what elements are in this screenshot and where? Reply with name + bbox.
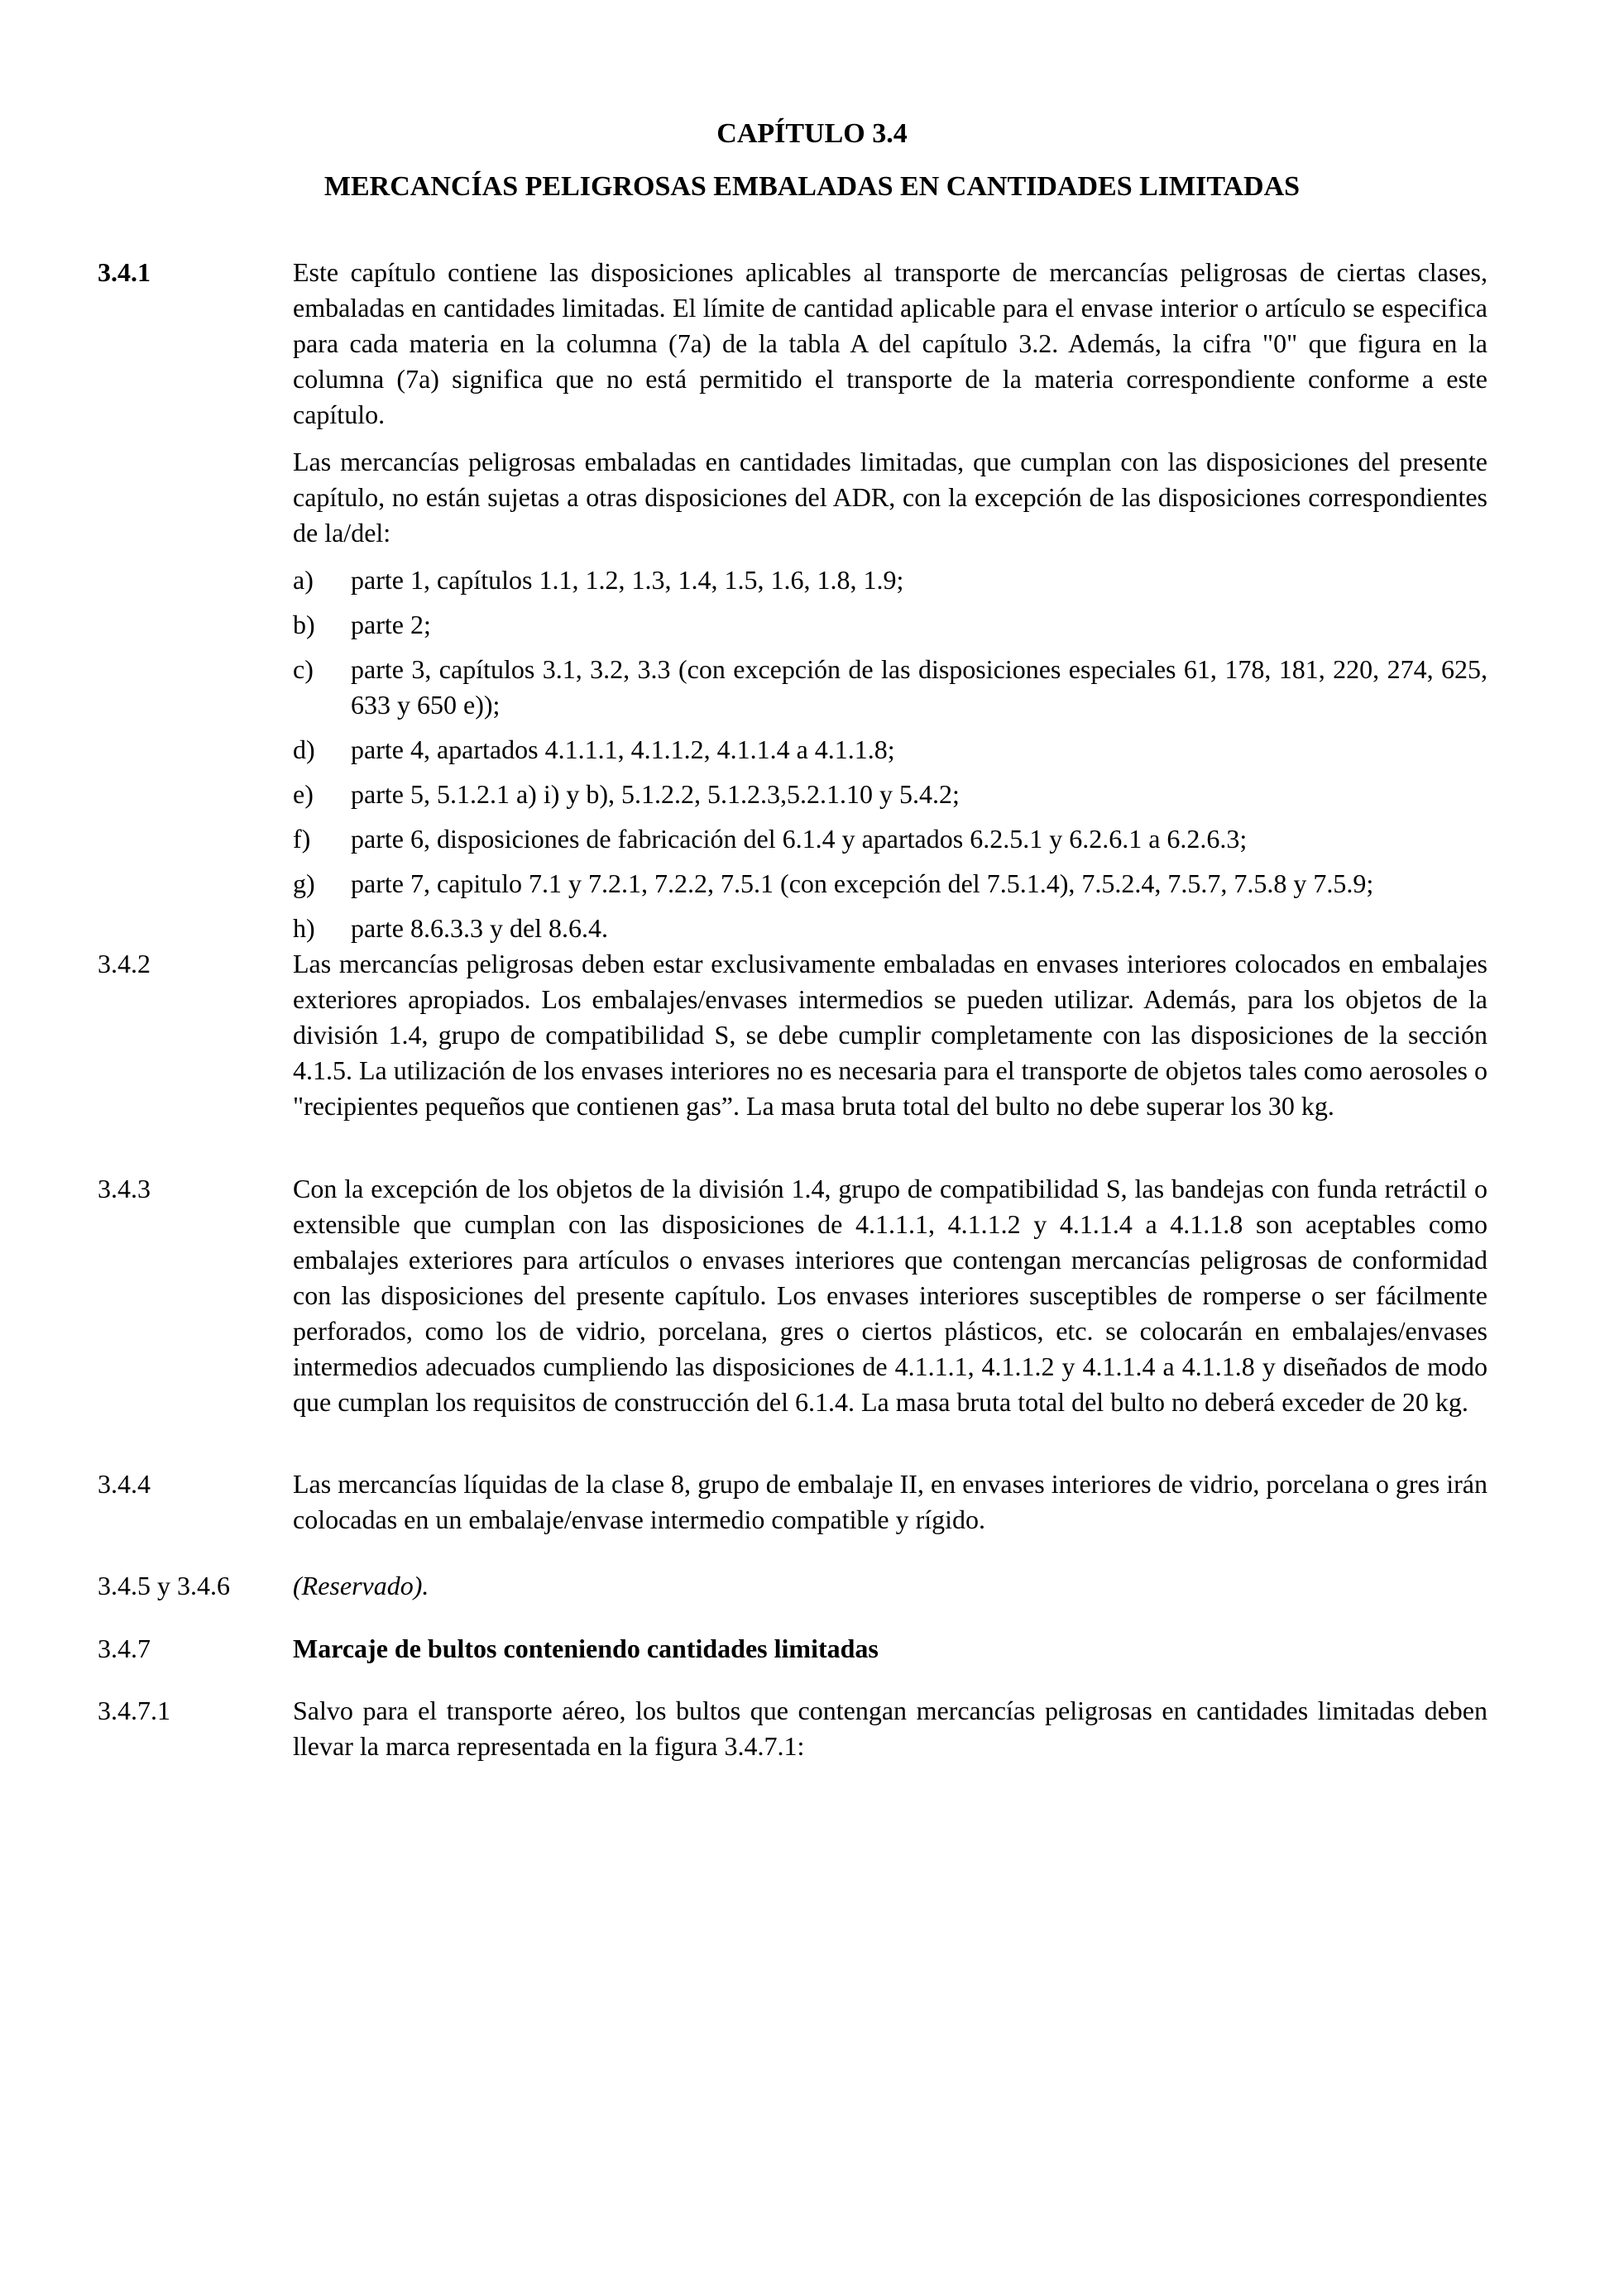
section-number: 3.4.7.1	[98, 1696, 170, 1725]
chapter-title: CAPÍTULO 3.4	[716, 118, 908, 149]
section-body	[293, 1568, 1487, 1604]
list-item	[293, 777, 1487, 812]
list-item	[293, 821, 1487, 857]
paragraph: Las mercancías peligrosas deben estar exclusivamente embaladas en envases interiores colocados en embalajes exteriores apropiados. Los embalajes/envases intermedios se pueden utilizar. Además, para los objetos de la división 1.4, grupo de compatibilidad S, se debe cumplir completamente con las disposiciones de la sección 4.1.5. La utilización de los envases interiores no es necesaria para el transporte de objetos tales como aerosoles o "recipientes pequeños que contienen gas”. La masa bruta total del bulto no debe superar los 30 kg.	[293, 949, 1487, 1121]
paragraph: Con la excepción de los objetos de la división 1.4, grupo de compatibilidad S, las bandejas con funda retráctil o extensible que cumplan con las disposiciones de 4.1.1.1, 4.1.1.2 y 4.1.1.4 a 4.1.1.8 son aceptables como embalajes exteriores para artículos o envases interiores que contengan mercancías peligrosas de conformidad con las disposiciones del presente capítulo. Los envases interiores susceptibles de romperse o ser fácilmente perforados, como los de vidrio, porcelana, gres o ciertos plásticos, etc. se colocarán en embalajes/envases intermedios adecuados cumpliendo las disposiciones de 4.1.1.1, 4.1.1.2 y 4.1.1.4 a 4.1.1.8 y diseñados de modo que cumplan los requisitos de construcción del 6.1.4. La masa bruta total del bulto no deberá exceder de 20 kg.	[293, 1174, 1487, 1417]
list-item-letter: d)	[293, 734, 315, 764]
exception-list	[293, 562, 1487, 946]
list-item	[293, 652, 1487, 723]
section-body	[293, 946, 1487, 1124]
paragraph: Salvo para el transporte aéreo, los bultos que contengan mercancías peligrosas en cantidades limitadas deben llevar la marca representada en la figura 3.4.7.1:	[293, 1696, 1487, 1761]
chapter-subtitle: MERCANCÍAS PELIGROSAS EMBALADAS EN CANTIDADES LIMITADAS	[323, 171, 1301, 202]
list-item-letter: c)	[293, 654, 314, 684]
list-item-letter: h)	[293, 913, 315, 943]
list-item-letter: f)	[293, 824, 311, 854]
reserved-note: (Reservado).	[293, 1571, 429, 1600]
list-item-text: parte 4, apartados 4.1.1.1, 4.1.1.2, 4.1.1.4 a 4.1.1.8;	[351, 734, 895, 764]
list-item	[293, 607, 1487, 643]
list-item-text: parte 7, capitulo 7.1 y 7.2.1, 7.2.2, 7.5.1 (con excepción del 7.5.1.4), 7.5.2.4, 7.5.7, 7.5.8 y 7.5.9;	[351, 868, 1374, 898]
list-item-letter: b)	[293, 610, 315, 639]
list-item	[293, 911, 1487, 946]
section-body	[293, 1693, 1487, 1764]
list-item-text: parte 1, capítulos 1.1, 1.2, 1.3, 1.4, 1.5, 1.6, 1.8, 1.9;	[351, 565, 904, 595]
section-number: 3.4.3	[98, 1174, 151, 1203]
list-item-text: parte 6, disposiciones de fabricación del 6.1.4 y apartados 6.2.5.1 y 6.2.6.1 a 6.2.6.3;	[351, 824, 1248, 854]
list-item-letter: g)	[293, 868, 315, 898]
section-number: 3.4.5 y 3.4.6	[98, 1571, 230, 1600]
list-item-text: parte 2;	[351, 610, 431, 639]
section-body	[293, 1631, 1487, 1667]
list-item	[293, 562, 1487, 598]
list-item	[293, 732, 1487, 768]
section-body	[293, 1171, 1487, 1420]
paragraph: Las mercancías peligrosas embaladas en cantidades limitadas, que cumplan con las disposiciones del presente capítulo, no están sujetas a otras disposiciones del ADR, con la excepción de las disposiciones correspondientes de la/del:	[293, 447, 1487, 548]
list-item-letter: e)	[293, 779, 314, 809]
section-number: 3.4.4	[98, 1469, 151, 1499]
section-number: 3.4.7	[98, 1634, 151, 1663]
list-item-text: parte 3, capítulos 3.1, 3.2, 3.3 (con excepción de las disposiciones especiales 61, 178, 181, 220, 274, 625, 633 y 650 e));	[351, 654, 1487, 720]
paragraph: Las mercancías líquidas de la clase 8, grupo de embalaje II, en envases interiores de vidrio, porcelana o gres irán colocadas en un embalaje/envase intermedio compatible y rígido.	[293, 1469, 1487, 1534]
section-number: 3.4.1	[98, 257, 151, 287]
paragraph: Este capítulo contiene las disposiciones aplicables al transporte de mercancías peligrosas de ciertas clases, embaladas en cantidades limitadas. El límite de cantidad aplicable para el envase interior o artículo se especifica para cada materia en la columna (7a) de la tabla A del capítulo 3.2. Además, la cifra "0" que figura en la columna (7a) significa que no está permitido el transporte de la materia correspondiente conforme a este capítulo.	[293, 257, 1487, 429]
section-body	[293, 255, 1487, 955]
section-heading: Marcaje de bultos conteniendo cantidades limitadas	[293, 1634, 879, 1663]
section-body	[293, 1466, 1487, 1538]
list-item-text: parte 8.6.3.3 y del 8.6.4.	[351, 913, 609, 943]
section-number: 3.4.2	[98, 949, 151, 978]
list-item	[293, 866, 1487, 902]
list-item-letter: a)	[293, 565, 314, 595]
list-item-text: parte 5, 5.1.2.1 a) i) y b), 5.1.2.2, 5.1.2.3,5.2.1.10 y 5.4.2;	[351, 779, 960, 809]
